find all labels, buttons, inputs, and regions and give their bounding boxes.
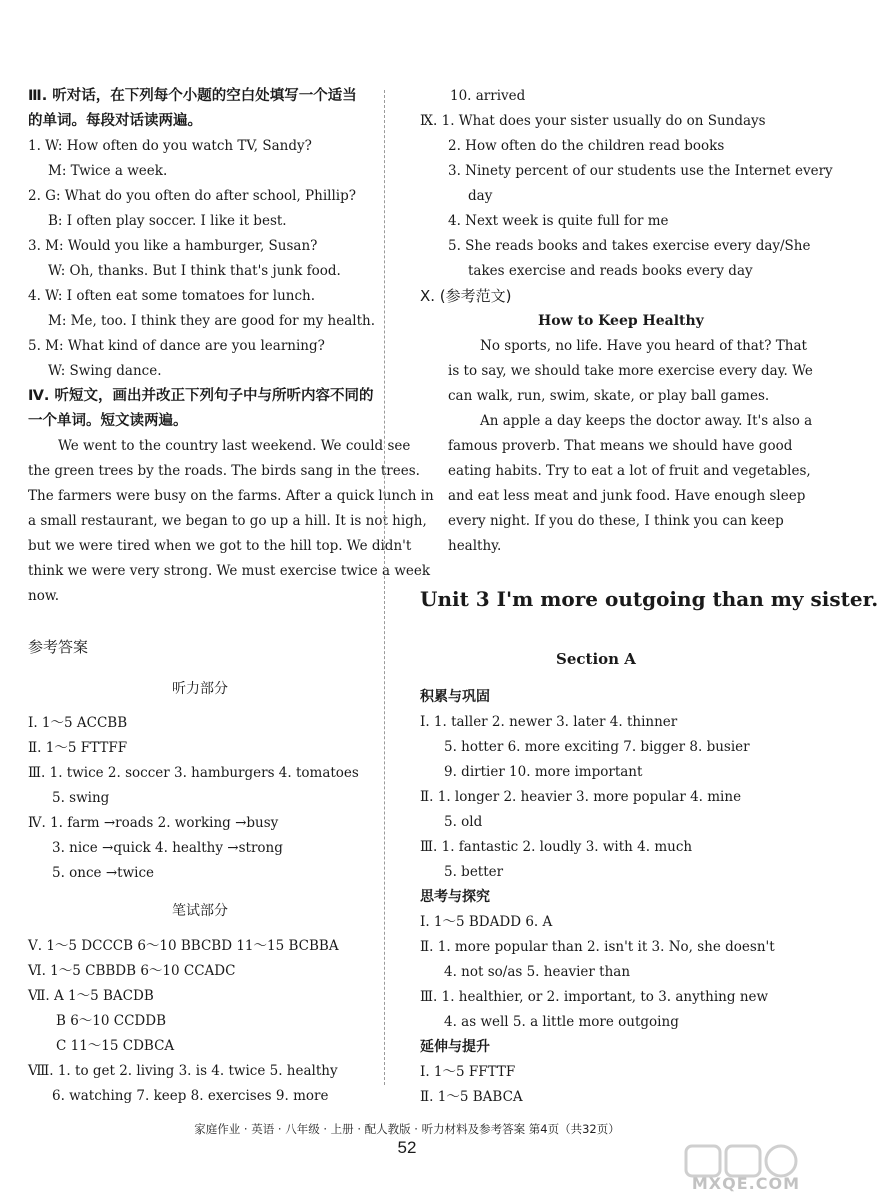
left-text-line: B: I often play soccer. I like it best. xyxy=(48,213,287,229)
right-text-line: How to Keep Healthy xyxy=(538,313,704,329)
left-text-line: 听力部分 xyxy=(172,681,228,697)
right-text-line: Ⅱ. 1～5 BABCA xyxy=(420,1089,523,1105)
right-text-line: Ⅸ. 1. What does your sister usually do on Sundays xyxy=(420,113,766,129)
left-text-line: 2. G: What do you often do after school, Phillip? xyxy=(28,188,356,204)
left-text-line: 参考答案 xyxy=(28,638,89,656)
right-text-line: 5. She reads books and takes exercise every day/She xyxy=(448,238,811,254)
page-footer: 家庭作业 · 英语 · 八年级 · 上册 · 配人教版 · 听力材料及参考答案 第4页（共32页） xyxy=(194,1122,620,1136)
right-text-line: Ⅲ. 1. fantastic 2. loudly 3. with 4. much xyxy=(420,839,693,855)
left-text-line: Ⅳ. 听短文，画出并改正下列句子中与所听内容不同的 xyxy=(28,388,374,404)
right-text-line: and eat less meat and junk food. Have enough sleep xyxy=(448,488,806,504)
right-text-line: 5. hotter 6. more exciting 7. bigger 8. busier xyxy=(444,739,750,755)
left-text-line: W: Swing dance. xyxy=(48,363,162,379)
right-text-line: 4. as well 5. a little more outgoing xyxy=(444,1014,679,1030)
left-text-line: Ⅰ. 1～5 ACCBB xyxy=(28,715,128,731)
left-text-line: 3. nice →quick 4. healthy →strong xyxy=(52,840,283,856)
left-text-line: Ⅱ. 1～5 FTTFF xyxy=(28,740,128,756)
right-text-line: 延伸与提升 xyxy=(420,1039,490,1055)
column-divider xyxy=(384,90,385,1085)
left-text-line: 6. watching 7. keep 8. exercises 9. more xyxy=(52,1088,329,1104)
left-text-line: 3. M: Would you like a hamburger, Susan? xyxy=(28,238,318,254)
left-text-line: but we were tired when we got to the hill top. We didn't xyxy=(28,538,412,554)
left-text-line: Ⅳ. 1. farm →roads 2. working →busy xyxy=(28,815,279,831)
right-text-line: Ⅰ. 1～5 BDADD 6. A xyxy=(420,914,553,930)
right-text-line: 3. Ninety percent of our students use the Internet every xyxy=(448,163,833,179)
left-text-line: 5. once →twice xyxy=(52,865,154,881)
left-text-line: The farmers were busy on the farms. After a quick lunch in xyxy=(28,488,434,504)
left-text-line: the green trees by the roads. The birds sang in the trees. xyxy=(28,463,420,479)
left-text-line: 1. W: How often do you watch TV, Sandy? xyxy=(28,138,312,154)
left-text-line: 一个单词。短文读两遍。 xyxy=(28,413,188,429)
right-text-line: day xyxy=(468,188,493,204)
right-text-line: 9. dirtier 10. more important xyxy=(444,764,643,780)
right-text-line: every night. If you do these, I think you can keep xyxy=(448,513,784,529)
right-text-line: 5. old xyxy=(444,814,483,830)
right-text-line: takes exercise and reads books every day xyxy=(468,263,753,279)
right-text-line: Ⅰ. 1～5 FFTTF xyxy=(420,1064,516,1080)
right-text-line: Ⅱ. 1. longer 2. heavier 3. more popular 4. mine xyxy=(420,789,742,805)
right-text-line: No sports, no life. Have you heard of that? That xyxy=(480,338,807,354)
right-text-line: 4. Next week is quite full for me xyxy=(448,213,669,229)
left-text-line: now. xyxy=(28,588,60,604)
right-text-line: Ⅹ. (参考范文) xyxy=(420,287,512,305)
left-text-line: Ⅴ. 1～5 DCCCB 6～10 BBCBD 11～15 BCBBA xyxy=(28,938,339,954)
left-text-line: B 6～10 CCDDB xyxy=(56,1013,166,1029)
left-text-line: Ⅲ. 听对话，在下列每个小题的空白处填写一个适当 xyxy=(28,88,357,104)
right-text-line: Ⅲ. 1. healthier, or 2. important, to 3. anything new xyxy=(420,989,769,1005)
left-text-line: We went to the country last weekend. We could see xyxy=(58,438,411,454)
left-text-line: Ⅷ. 1. to get 2. living 3. is 4. twice 5. healthy xyxy=(28,1063,338,1079)
left-text-line: Ⅲ. 1. twice 2. soccer 3. hamburgers 4. tomatoes xyxy=(28,765,359,781)
left-text-line: M: Me, too. I think they are good for my health. xyxy=(48,313,375,329)
right-text-line: 5. better xyxy=(444,864,504,880)
left-text-line: Ⅶ. A 1～5 BACDB xyxy=(28,988,154,1004)
right-text-line: eating habits. Try to eat a lot of fruit and vegetables, xyxy=(448,463,811,479)
right-text-line: famous proverb. That means we should have good xyxy=(448,438,793,454)
right-text-line: 10. arrived xyxy=(450,88,526,104)
left-text-line: think we were very strong. We must exercise twice a week xyxy=(28,563,431,579)
left-text-line: 5. swing xyxy=(52,790,110,806)
left-text-line: 笔试部分 xyxy=(172,903,228,919)
right-text-line: can walk, run, swim, skate, or play ball games. xyxy=(448,388,770,404)
right-text-line: An apple a day keeps the doctor away. It's also a xyxy=(480,413,813,429)
watermark-text: MXQE.COM xyxy=(691,1174,800,1193)
left-text-line: a small restaurant, we began to go up a hill. It is not high, xyxy=(28,513,427,529)
right-text-line: 2. How often do the children read books xyxy=(448,138,725,154)
right-text-line: Ⅰ. 1. taller 2. newer 3. later 4. thinner xyxy=(420,714,678,730)
left-text-line: 4. W: I often eat some tomatoes for lunch. xyxy=(28,288,316,304)
right-text-line: healthy. xyxy=(448,538,502,554)
left-text-line: M: Twice a week. xyxy=(48,163,168,179)
right-text-line: Ⅱ. 1. more popular than 2. isn't it 3. No, she doesn't xyxy=(420,939,775,955)
left-text-line: W: Oh, thanks. But I think that's junk food. xyxy=(48,263,341,279)
right-text-line: 思考与探究 xyxy=(420,889,490,905)
left-text-line: 的单词。每段对话读两遍。 xyxy=(28,113,202,129)
right-text-line: 4. not so/as 5. heavier than xyxy=(444,964,631,980)
right-text-line: Section A xyxy=(556,650,636,668)
right-text-line: is to say, we should take more exercise every day. We xyxy=(448,363,813,379)
left-text-line: 5. M: What kind of dance are you learning? xyxy=(28,338,325,354)
left-text-line: Ⅵ. 1～5 CBBDB 6～10 CCADC xyxy=(28,963,236,979)
page-number: 52 xyxy=(397,1138,417,1157)
right-text-line: Unit 3 I'm more outgoing than my sister. xyxy=(420,587,878,611)
left-text-line: C 11～15 CDBCA xyxy=(56,1038,175,1054)
right-text-line: 积累与巩固 xyxy=(420,689,490,705)
